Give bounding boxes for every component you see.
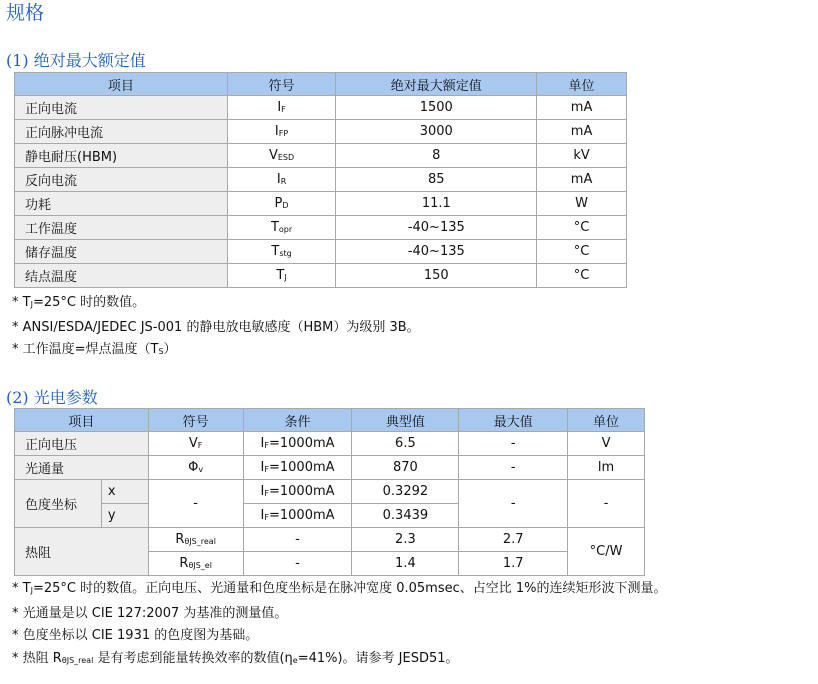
header-max: 最大值 [459,409,568,432]
row-symbol: - [148,480,243,528]
row-condition: $I_F=1000mA$ [243,480,352,504]
note: * $T_J=25^\circ C$ 时的数值。正向电压、光通量和色度坐标是在脉冲宽度 0.05msec、占空比 1%的连续矩形波下测量。 [12,581,667,596]
row-item: 静电耐压(HBM) [15,144,228,168]
table-row [15,456,645,480]
row-unit: lm [568,456,645,480]
row-typical: 870 [352,456,459,480]
row-symbol: $T_{stg}$ [227,240,336,264]
row-symbol: $\Phi_v$ [148,456,243,480]
section2-title: (2) 光电参数 [6,388,98,407]
row-item: 反向电流 [15,168,228,192]
row-unit: mA [537,96,627,120]
row-typical: 6.5 [352,432,459,456]
table-row [15,528,645,552]
row-subitem-y: y [101,504,148,528]
table-row [15,216,627,240]
header-typical: 典型值 [352,409,459,432]
row-item: 功耗 [15,192,228,216]
row-max: 2.7 [459,528,568,552]
row-typical: 1.4 [352,552,459,576]
row-unit: - [568,480,645,528]
row-typical: 0.3292 [352,480,459,504]
table-row [15,168,627,192]
note: * 工作温度=焊点温度$(T_S)$ [12,342,177,357]
note: * 色度坐标以 CIE 1931 的色度图为基础。 [12,628,259,643]
row-item: 热阻 [15,528,149,576]
header-symbol: 符号 [148,409,243,432]
row-symbol: $I_R$ [227,168,336,192]
absolute-max-ratings-table [14,72,627,288]
row-unit: V [568,432,645,456]
header-unit: 单位 [537,73,627,96]
row-value: 8 [336,144,537,168]
note: * 热阻 $R_{\theta JS\_real}$ 是有考虑到能量转换效率的数值$(\eta_e=41\%)$。请参考 JESD51。 [12,650,459,666]
section2-notes [12,578,667,672]
row-max: - [459,480,568,528]
row-subitem-x: x [101,480,148,504]
row-condition: - [243,528,352,552]
note: * 光通量是以 CIE 127:2007 为基准的测量值。 [12,605,288,621]
header-rating: 绝对最大额定值 [336,73,537,96]
table-row [15,480,645,504]
row-value: 150 [336,264,537,288]
row-value: 85 [336,168,537,192]
row-unit: °C [537,264,627,288]
row-item: 结点温度 [15,264,228,288]
row-condition: $I_F=1000mA$ [243,432,352,456]
table-row [15,96,627,120]
header-unit: 单位 [568,409,645,432]
row-item: 储存温度 [15,240,228,264]
row-unit: °C/W [568,528,645,576]
table-header-row [15,409,645,432]
table-row [15,144,627,168]
row-condition: $I_F=1000mA$ [243,456,352,480]
row-symbol: $P_D$ [227,192,336,216]
table-row [15,432,645,456]
row-value: -40~135 [336,240,537,264]
row-max: - [459,432,568,456]
row-symbol: $T_{opr}$ [227,216,336,240]
table-row [15,240,627,264]
note: * ANSI/ESDA/JEDEC JS-001 的静电放电敏感度（HBM）为级别 3B。 [12,319,420,335]
row-typical: 2.3 [352,528,459,552]
row-unit: °C [537,216,627,240]
row-symbol: $I_F$ [227,96,336,120]
section1-title: (1) 绝对最大额定值 [6,51,146,70]
row-unit: mA [537,168,627,192]
row-unit: mA [537,120,627,144]
page-title: 规格 [6,2,45,24]
row-symbol: $I_{FP}$ [227,120,336,144]
table-row [15,120,627,144]
note: * $T_J=25^\circ C$ 时的数值。 [12,295,146,310]
row-unit: W [537,192,627,216]
row-item: 正向脉冲电流 [15,120,228,144]
table-row [15,192,627,216]
row-condition: $I_F=1000mA$ [243,504,352,528]
row-max: 1.7 [459,552,568,576]
section1-notes [12,292,420,364]
row-unit: °C [537,240,627,264]
row-value: 1500 [336,96,537,120]
row-item: 正向电压 [15,432,149,456]
optoelectronic-params-table [14,408,645,576]
row-unit: kV [537,144,627,168]
row-item: 工作温度 [15,216,228,240]
row-item: 色度坐标 [15,480,102,528]
row-symbol: $R_{\theta JS\_el}$ [148,552,243,576]
row-symbol: $V_{ESD}$ [227,144,336,168]
row-symbol: $R_{\theta JS\_real}$ [148,528,243,552]
row-item: 光通量 [15,456,149,480]
row-value: 3000 [336,120,537,144]
row-condition: - [243,552,352,576]
table-header-row [15,73,627,96]
header-item: 项目 [15,73,228,96]
header-symbol: 符号 [227,73,336,96]
header-item: 项目 [15,409,149,432]
row-symbol: $V_F$ [148,432,243,456]
table-row [15,264,627,288]
row-value: -40~135 [336,216,537,240]
row-typical: 0.3439 [352,504,459,528]
row-symbol: $T_J$ [227,264,336,288]
header-condition: 条件 [243,409,352,432]
row-max: - [459,456,568,480]
row-value: 11.1 [336,192,537,216]
row-item: 正向电流 [15,96,228,120]
